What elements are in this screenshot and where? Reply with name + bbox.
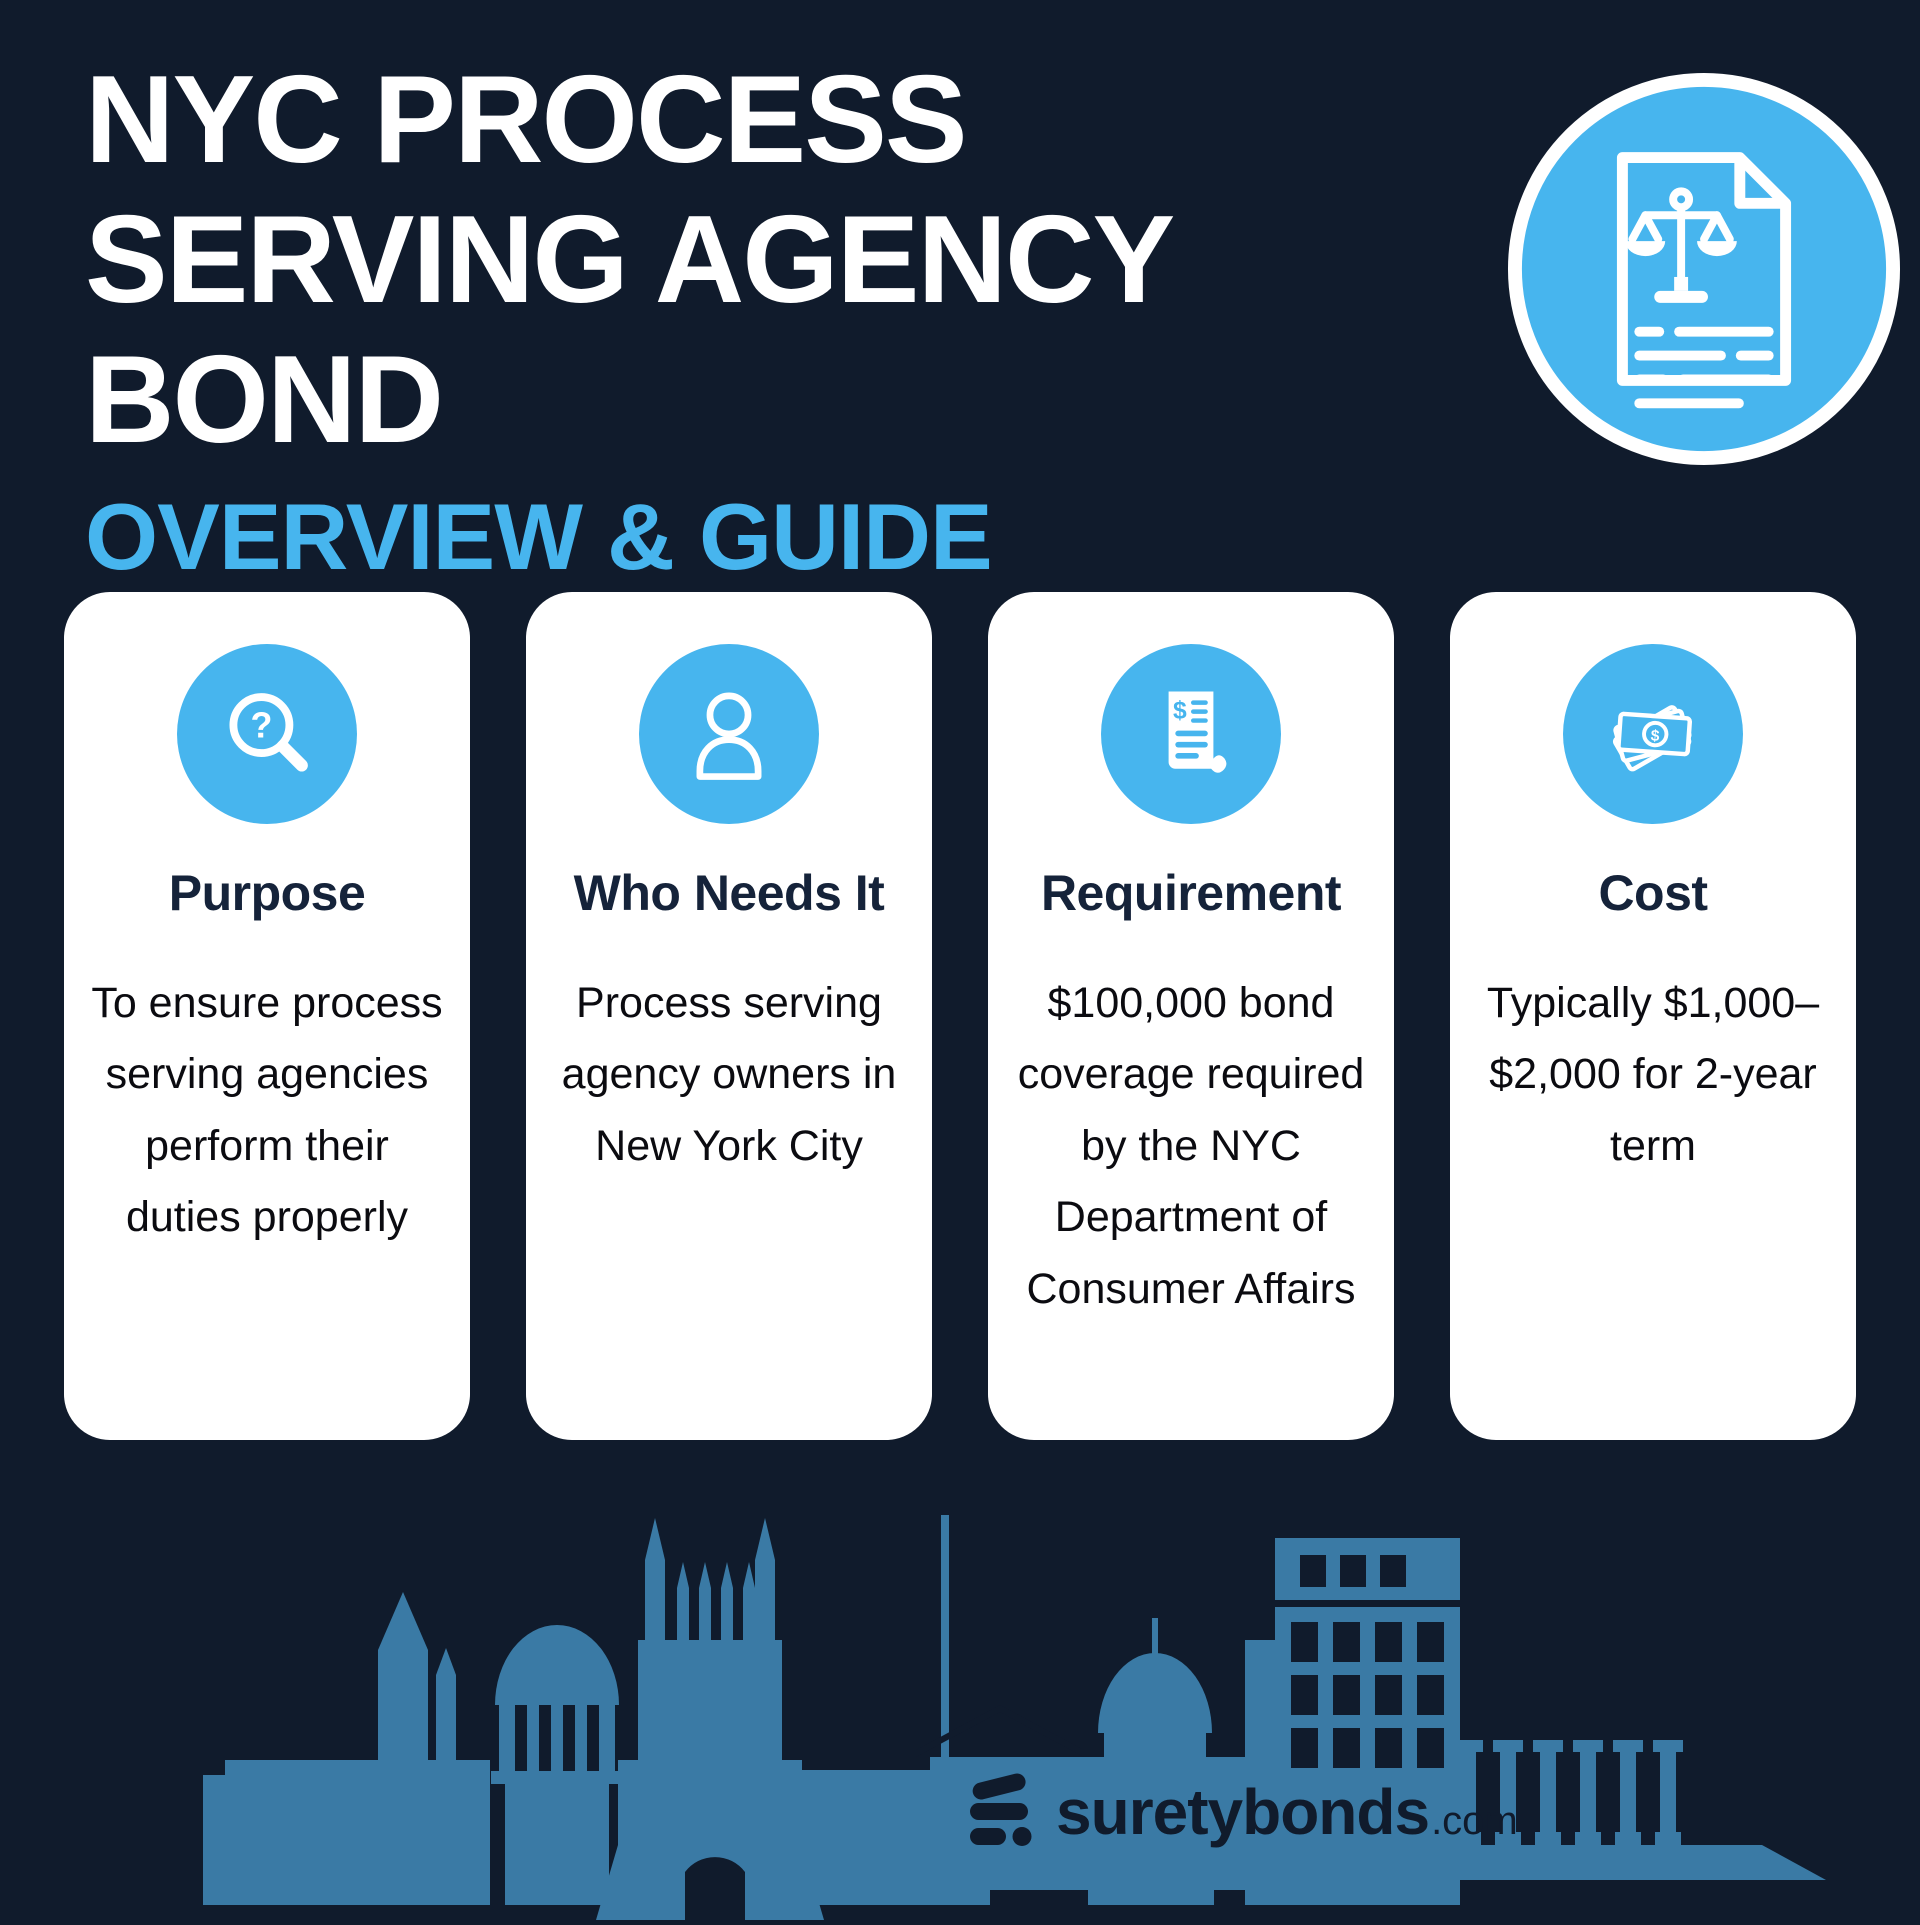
card-title: Cost [1598, 865, 1708, 921]
page-subtitle: OVERVIEW & GUIDE [85, 484, 992, 590]
magnifier-question-icon [177, 644, 357, 824]
info-cards-row [64, 592, 1856, 1440]
svg-text:$: $ [1172, 697, 1187, 725]
receipt-icon [1101, 644, 1281, 824]
header [85, 50, 1585, 590]
card-title: Purpose [168, 865, 366, 921]
page-title [85, 50, 1585, 470]
cash-icon [1563, 644, 1743, 824]
card-body: To ensure process serving agencies perform their duties properly [91, 979, 443, 1242]
svg-text:?: ? [250, 705, 273, 746]
card-title: Who Needs It [573, 865, 885, 921]
card-cost [1450, 592, 1856, 1440]
person-icon [639, 644, 819, 824]
page-title-line-1: NYC PROCESS [85, 51, 966, 189]
svg-text:$: $ [1650, 727, 1661, 746]
logo-brand: suretybonds [1056, 1776, 1430, 1848]
city-skyline-silhouette [0, 1500, 1920, 1920]
legal-document-with-scales-icon [1505, 70, 1903, 468]
card-who-needs-it [526, 592, 932, 1440]
card-purpose [64, 592, 470, 1440]
page-title-line-2: SERVING AGENCY [85, 191, 1174, 330]
card-title: Requirement [1040, 865, 1342, 921]
card-body: $100,000 bond coverage required by the NYC Department of Consumer Affairs [1017, 979, 1365, 1313]
suretybonds-logo-text [1056, 1775, 1518, 1849]
card-requirement [988, 592, 1394, 1440]
suretybonds-logo-icon [962, 1772, 1036, 1852]
suretybonds-logo [962, 1772, 1518, 1852]
card-body: Typically $1,000–$2,000 for 2-year term [1486, 979, 1820, 1170]
logo-suffix: .com [1431, 1799, 1518, 1843]
card-body: Process serving agency owners in New York City [561, 979, 897, 1170]
page-title-line-3: BOND [85, 331, 443, 470]
